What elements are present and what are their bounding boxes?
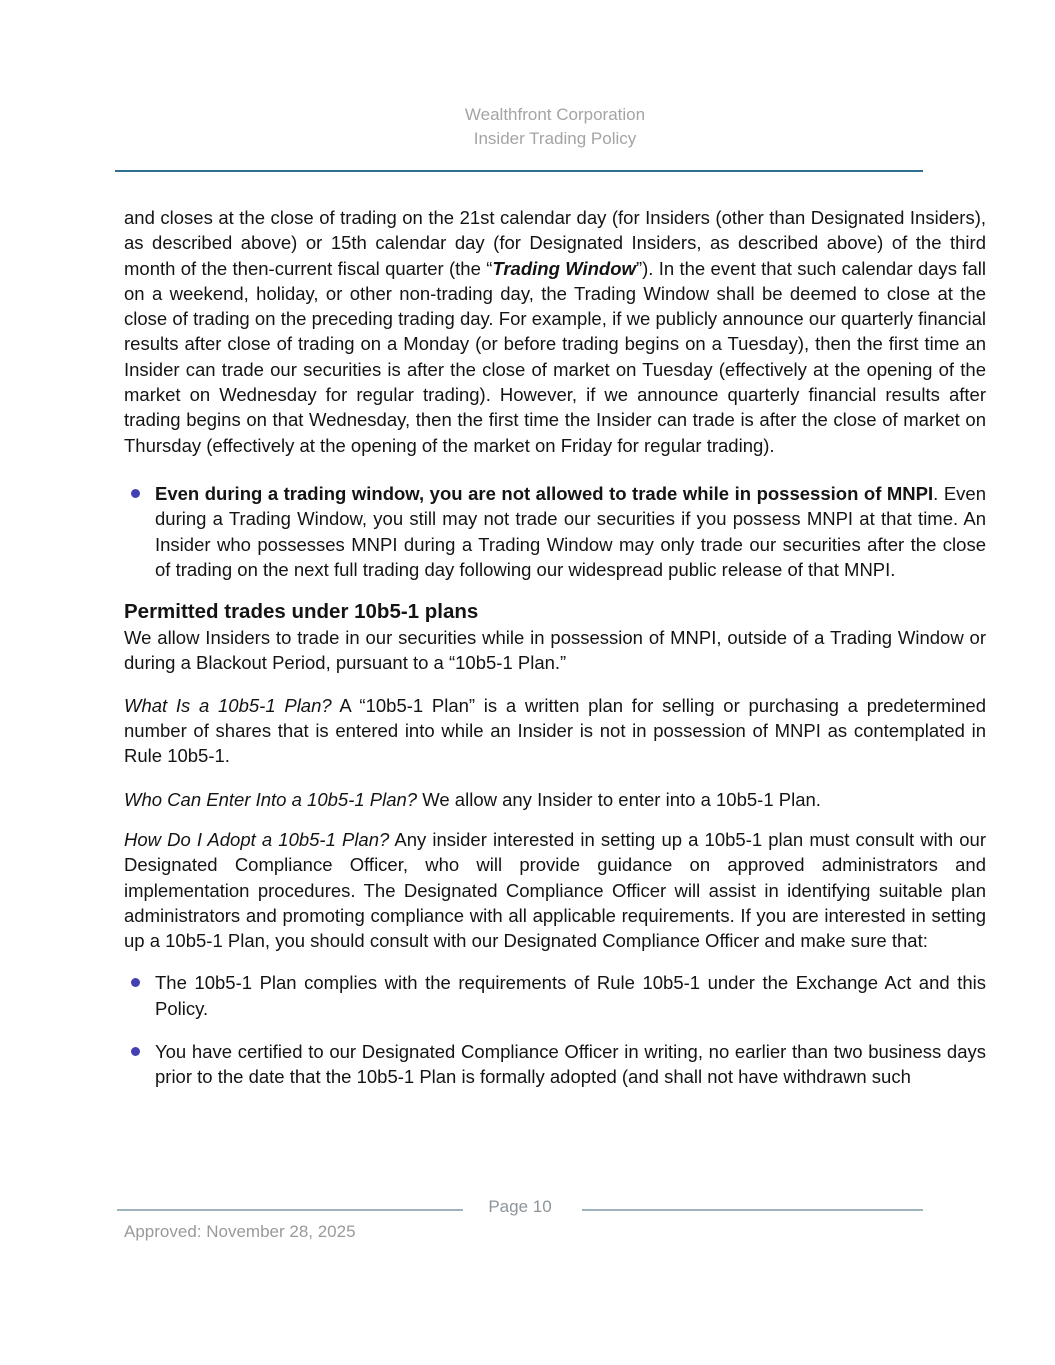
paragraph-text: Any insider interested in setting up a 10b5-1 plan must consult with our Designated Compliance Officer, who will provide guidance on approved administrators and implementation procedures. The Designated Compliance Officer will assist in identifying suitable plan administrators and promoting compliance with all applicable requirements. If you are interested in setting up a 10b5-1 Plan, you should consult with our Designated Compliance Officer and make sure that: — [124, 828, 986, 952]
paragraph-trading-window-continuation — [124, 205, 986, 458]
section-heading-permitted-trades: Permitted trades under 10b5-1 plans — [124, 600, 479, 624]
approved-date-label: Approved: November 28, 2025 — [124, 1222, 356, 1241]
document-header — [124, 103, 986, 151]
paragraph-who-can-enter — [124, 787, 986, 812]
header-company-name: Wealthfront Corporation — [464, 105, 646, 124]
paragraph-how-do-i-adopt — [124, 827, 986, 953]
question-lead-what-is: What Is a 10b5-1 Plan? — [124, 694, 332, 716]
bullet-text: You have certified to our Designated Compliance Officer in writing, no earlier than two business days prior to the date that the 10b5-1 Plan is formally adopted (and shall not have withdrawn such — [155, 1041, 986, 1088]
bullet-text: The 10b5-1 Plan complies with the requirements of Rule 10b5-1 under the Exchange Act and this Policy. — [155, 972, 986, 1019]
question-lead-how-adopt: How Do I Adopt a 10b5-1 Plan? — [124, 828, 390, 850]
footer-divider-left — [117, 1209, 463, 1211]
footer-divider-right — [582, 1209, 923, 1211]
header-divider-rule — [115, 170, 923, 172]
paragraph-text: A “10b5-1 Plan” is a written plan for selling or purchasing a predetermined number of shares that is entered into while an Insider is not in possession of MNPI as contemplated in Rule 10b5-1. — [124, 694, 986, 767]
bullet-dot-icon — [131, 489, 140, 498]
page-number-label: Page 10 — [488, 1197, 552, 1216]
bullet-dot-icon — [131, 1047, 140, 1056]
page-body — [124, 205, 986, 1090]
header-document-title: Insider Trading Policy — [473, 129, 637, 148]
bullet-bold-lead: Even during a trading window, you are not allowed to trade while in possession of MNPI — [155, 482, 934, 504]
bullet-plan-complies — [124, 970, 986, 1021]
paragraph-what-is-plan — [124, 693, 986, 769]
paragraph-we-allow-insiders: We allow Insiders to trade in our securities while in possession of MNPI, outside of a Trading Window or during a Blackout Period, pursuant to a “10b5-1 Plan.” — [124, 627, 986, 674]
bullet-even-during-trading-window — [124, 481, 986, 582]
bullet-certified-in-writing — [124, 1039, 986, 1090]
paragraph-text: and closes at the close of trading on the 21st calendar day (for Insiders (other than Designated Insiders), as described above) or 15th calendar day (for Designated Insiders, as described above) of the third month of the then-current fiscal quarter (the “ — [124, 207, 986, 279]
defined-term-trading-window: Trading Window — [492, 257, 636, 279]
paragraph-text: We allow any Insider to enter into a 10b5-1 Plan. — [417, 788, 821, 810]
question-lead-who-can-enter: Who Can Enter Into a 10b5-1 Plan? — [124, 788, 418, 810]
paragraph-text: ”). In the event that such calendar days fall on a weekend, holiday, or other non-trading day, the Trading Window shall be deemed to close at the close of trading on the preceding trading day. For example, if we publicly announce our quarterly financial results after close of trading on a Monday (or before trading begins on a Tuesday), then the first time an Insider can trade our securities is after the close of market on Tuesday (effectively at the opening of the market on Wednesday for regular trading). However, if we announce quarterly financial results after trading begins on that Wednesday, then the first time the Insider can trade is after the close of market on Thursday (effectively at the opening of the market on Friday for regular trading). — [124, 257, 987, 456]
bullet-dot-icon — [131, 978, 140, 987]
bullet-text: . Even during a Trading Window, you still may not trade our securities if you possess MNPI at that time. An Insider who possesses MNPI during a Trading Window may only trade our securities after the close of trading on the next full trading day following our widespread public release of that MNPI. — [155, 482, 986, 580]
